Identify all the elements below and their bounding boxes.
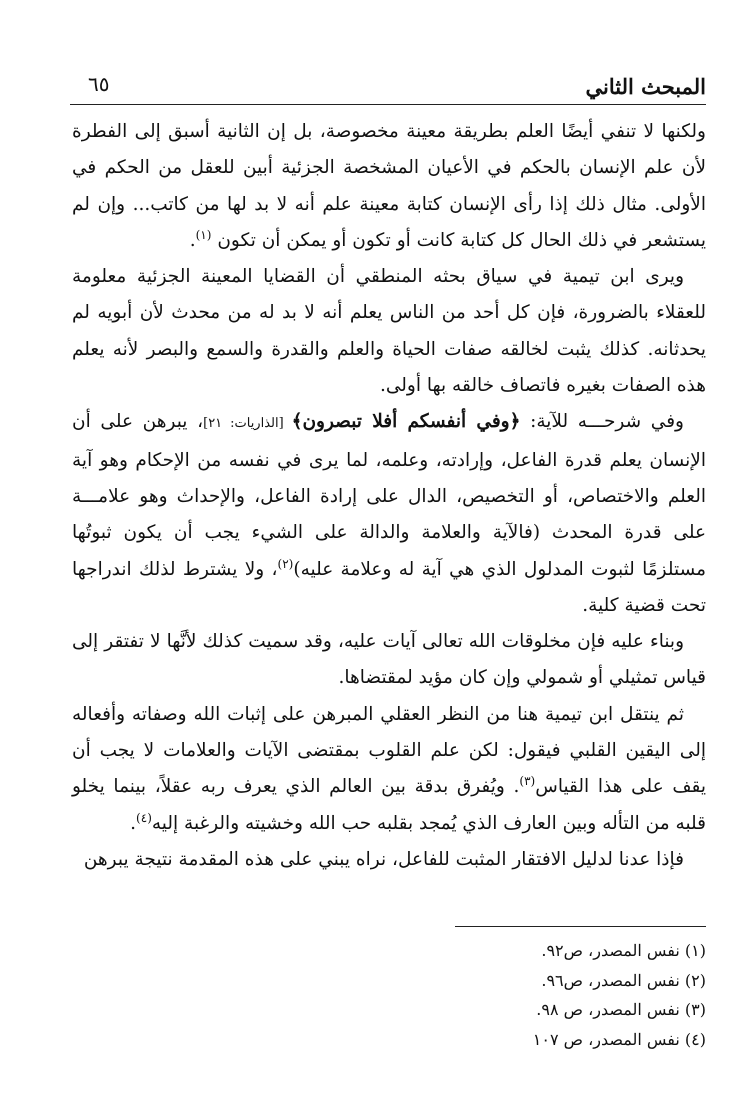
paragraph-text: ، ولا يشترط لذلك اندراجها تحت قضية كلية. bbox=[72, 558, 706, 616]
paragraph-text: فإذا عدنا لدليل الافتقار المثبت للفاعل، نراه يبني على هذه المقدمة نتيجة يبرهن bbox=[83, 848, 684, 870]
paragraph-text: ويرى ابن تيمية في سياق بحثه المنطقي أن القضايا المعينة الجزئية معلومة للعقلاء بالضرورة، فإن كل أحد من الناس يعلم أنه لا بد له من محدث لأن أبويه لم يحدثانه. كذلك يثبت لخالقه صفات الحياة والعلم والقدرة والسمع والبصر لأنه يعلم هذه الصفات بغيره فاتصاف خالقه بها أولى. bbox=[72, 266, 706, 397]
running-header bbox=[70, 70, 706, 104]
paragraph-text: ولكنها لا تنفي أيضًا العلم بطريقة معينة مخصوصة، بل إن الثانية أسبق إلى الفطرة لأن علم الإنسان بالحكم في الأعيان المشخصة الجزئية أبين للعقل من الحكم في الأولى. مثال ذلك إذا رأى الإنسان كتابة معينة علم أنه لا بد لها من كاتب... وإن لم يستشعر في ذلك الحال كل كتابة كانت أو تكون أو يمكن أن تكون bbox=[72, 121, 706, 251]
verse-reference: [الذاريات: ٢١] bbox=[203, 416, 292, 432]
quran-verse: ﴿وفي أنفسكم أفلا تبصرون﴾ bbox=[291, 411, 521, 433]
footnote: (٢) نفس المصدر، ص٩٦. bbox=[541, 970, 706, 990]
footnote-marker: (٢) bbox=[277, 556, 294, 571]
paragraph bbox=[72, 259, 706, 404]
paragraph bbox=[72, 624, 706, 697]
footnote: (٣) نفس المصدر، ص ٩٨. bbox=[536, 1000, 706, 1019]
footnote-rule bbox=[455, 926, 706, 927]
paragraph-text: ثم ينتقل ابن تيمية هنا من النظر العقلي المبرهن على إثبات الله وصفاته وأفعاله إلى اليقين القلبي فيقول: لكن علم القلوب بمقتضى الآيات والعلامات لا يجب أن يقف على هذا القياس bbox=[72, 703, 706, 798]
paragraph-text: . ويُفرق بدقة بين العالم الذي يعرف ربه عقلاً، بينما يخلو قلبه من التأله وبين العارف الذي يُمجد بقلبه حب الله وخشيته والرغبة إليه bbox=[72, 776, 706, 834]
paragraph-text: وبناء عليه فإن مخلوقات الله تعالى آيات عليه، وقد سميت كذلك لأنَّها لا تفتقر إلى قياس تمثيلي أو شمولي وإن كان مؤيد لمقتضاها. bbox=[72, 631, 706, 689]
paragraph-text: . bbox=[130, 812, 137, 834]
footnote: (١) نفس المصدر، ص٩٢. bbox=[541, 941, 706, 960]
paragraph bbox=[72, 697, 706, 842]
body-text bbox=[72, 114, 706, 878]
footnote: (٤) نفس المصدر، ص ١٠٧ bbox=[532, 1029, 706, 1049]
header-rule bbox=[70, 104, 706, 105]
section-title: المبحث الثاني bbox=[585, 74, 706, 99]
footnote-marker: (١) bbox=[195, 227, 212, 242]
paragraph: ولكنها لا تنفي أيضًا العلم بطريقة معينة مخصوصة، بل إن الثانية أسبق إلى الفطرة لأن علم الإنسان بالحكم في الأعيان المشخصة الجزئية أبين للعقل من الحكم في الأولى. مثال ذلك إذا رأى الإنسان كتابة معينة علم أنه لا بد لها من كاتب... وإن لم يستشعر في ذلك الحال كل كتابة كانت أو تكون أو يمكن أن تكون $^{(١)}$. bbox=[72, 121, 706, 251]
footnotes bbox=[300, 936, 706, 1054]
paragraph-text: ، يبرهن على أن الإنسان يعلم قدرة الفاعل، وإرادته، وعلمه، لما يرى في نفسه من الإحكام وهو آية العلم والاختصاص، أو التخصيص، الدال على إرادة الفاعل، والإحداث وهو علامـــة على قدرة المحدث (فالآية والعلامة والدالة على الشيء يجب أن يكون ثبوتُها مستلزمًا لثبوت المدلول الذي هي آية له وعلامة عليه) bbox=[72, 411, 706, 580]
paragraph bbox=[72, 404, 706, 624]
paragraph bbox=[72, 842, 706, 878]
paragraph-text: وفي شرحـــه للآية: bbox=[520, 411, 684, 433]
footnote-marker: (٤) bbox=[136, 810, 152, 825]
page-number: ٦٥ bbox=[88, 72, 110, 96]
footnote-marker: (٣) bbox=[519, 774, 536, 789]
